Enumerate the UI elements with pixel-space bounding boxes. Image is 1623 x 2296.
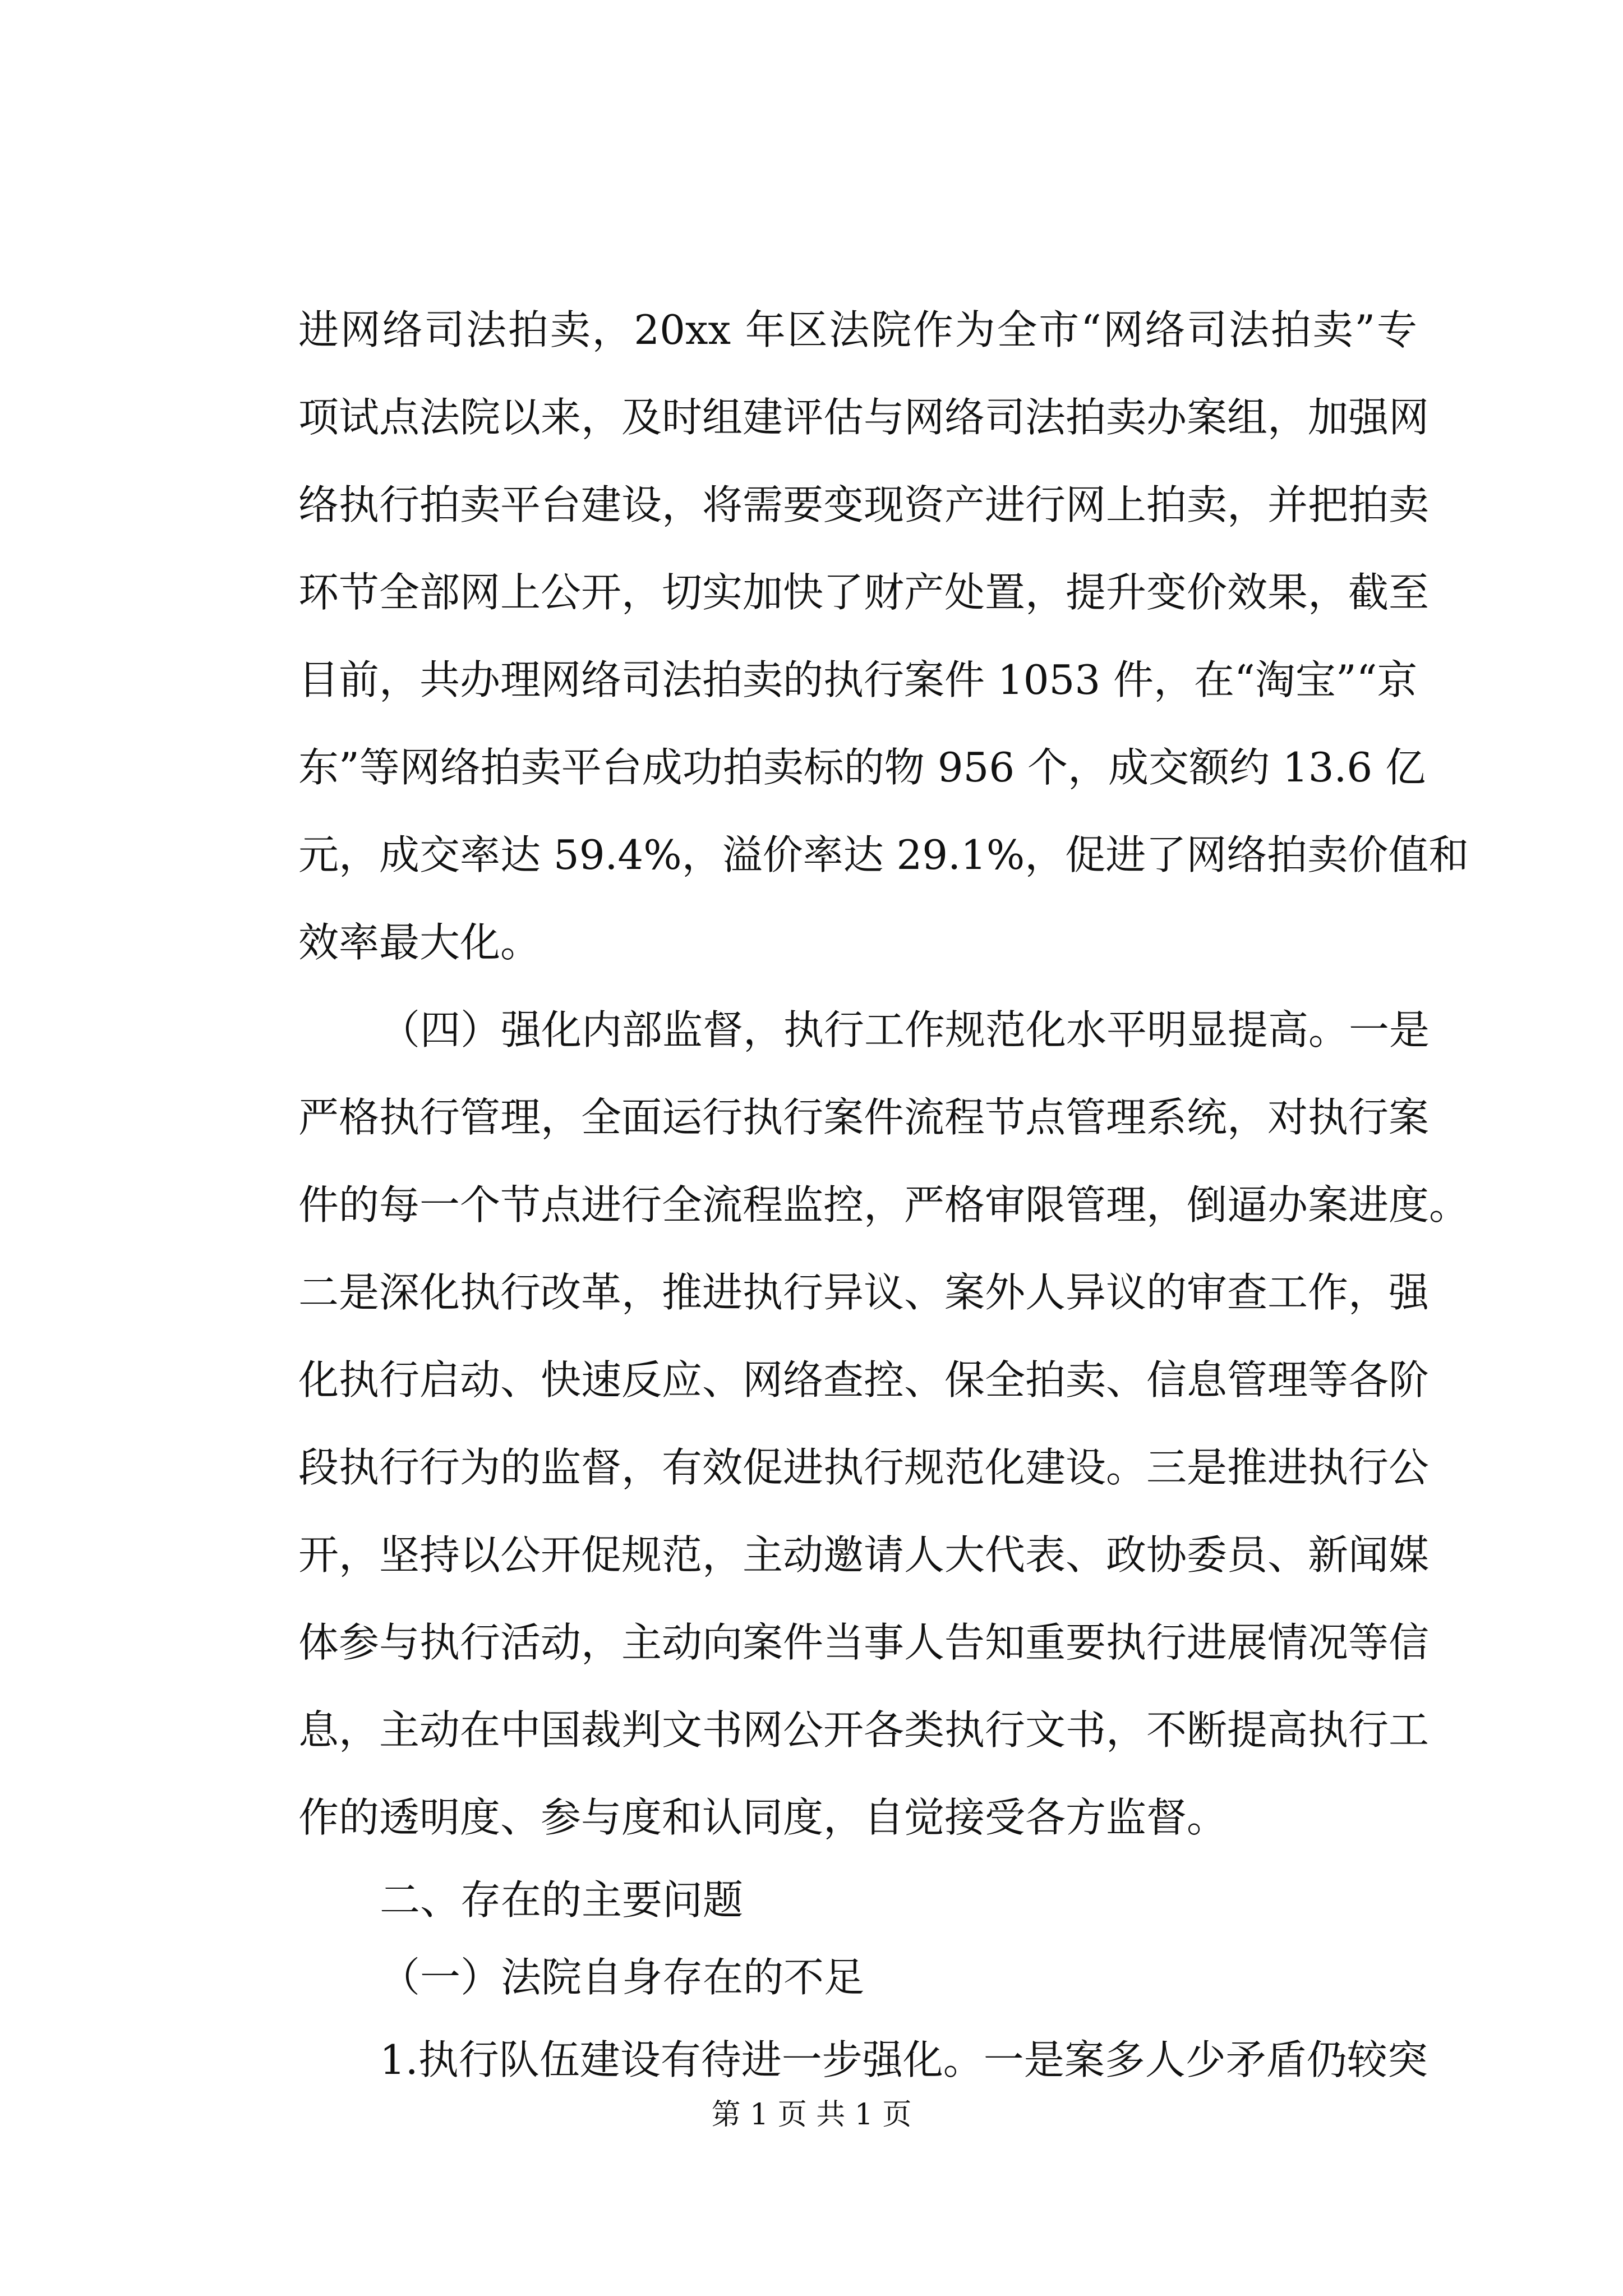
text-line: 东”等网络拍卖平台成功拍卖标的物 956 个，成交额约 13.6 亿 [298, 744, 1426, 791]
text-line: 元，成交率达 59.4%，溢价率达 29.1%，促进了网络拍卖价值和 [298, 831, 1469, 878]
text-line: 严格执行管理，全面运行执行案件流程节点管理系统，对执行案 [298, 1094, 1430, 1141]
text-line: 化执行启动、快速反应、网络查控、保全拍卖、信息管理等各阶 [298, 1356, 1430, 1404]
text-line: 开，坚持以公开促规范，主动邀请人大代表、政协委员、新闻媒 [298, 1531, 1430, 1579]
text-line: 效率最大化。 [298, 919, 541, 966]
numbered-item: 1.执行队伍建设有待进一步强化。一是案多人少矛盾仍较突 [380, 2036, 1428, 2083]
text-line: 进网络司法拍卖，20xx 年区法院作为全市“网络司法拍卖”专 [298, 306, 1417, 353]
text-line: （四）强化内部监督，执行工作规范化水平明显提高。一是 [380, 1006, 1430, 1053]
text-line: 段执行行为的监督，有效促进执行规范化建设。三是推进执行公 [298, 1444, 1430, 1491]
text-line: 络执行拍卖平台建设，将需要变现资产进行网上拍卖，并把拍卖 [298, 481, 1430, 528]
text-line: 项试点法院以来，及时组建评估与网络司法拍卖办案组，加强网 [298, 394, 1430, 441]
text-line: 环节全部网上公开，切实加快了财产处置，提升变价效果，截至 [298, 569, 1430, 616]
text-line: 作的透明度、参与度和认同度，自觉接受各方监督。 [298, 1794, 1228, 1841]
text-line: 件的每一个节点进行全流程监控，严格审限管理，倒逼办案进度。 [298, 1181, 1470, 1228]
text-line: 体参与执行活动，主动向案件当事人告知重要执行进展情况等信 [298, 1619, 1430, 1666]
text-line: 二是深化执行改革，推进执行异议、案外人异议的审查工作，强 [298, 1269, 1430, 1316]
page-number-footer: 第 1 页 共 1 页 [711, 2098, 912, 2132]
document-body [298, 286, 1470, 2104]
paragraph-supervision [298, 986, 1470, 1861]
paragraph-auction [298, 286, 1469, 986]
text-line: 息，主动在中国裁判文书网公开各类执行文书，不断提高执行工 [298, 1706, 1430, 1754]
text-line: 目前，共办理网络司法拍卖的执行案件 1053 件，在“淘宝”“京 [298, 656, 1418, 703]
section-heading: 二、存在的主要问题 [380, 1876, 744, 1924]
subsection-heading: （一）法院自身存在的不足 [380, 1954, 865, 2001]
